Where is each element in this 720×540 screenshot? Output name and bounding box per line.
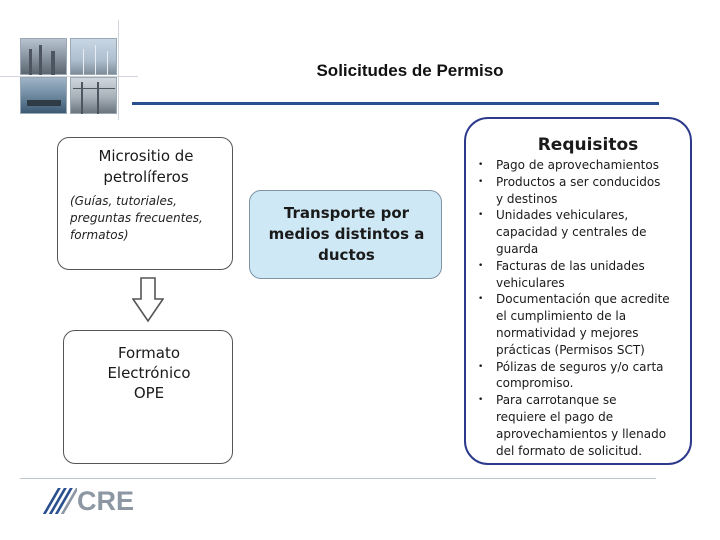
bullet-icon: •	[478, 361, 484, 372]
cre-logo	[43, 486, 143, 516]
micrositio-title	[58, 146, 234, 188]
transporte-box	[249, 190, 442, 279]
requisitos-box	[464, 117, 692, 465]
bullet-icon: •	[478, 176, 484, 187]
requisito-item	[476, 291, 688, 358]
formato-line3: OPE	[133, 384, 165, 402]
cre-logo-text: CRE	[77, 486, 135, 516]
slide-title: Solicitudes de Permiso	[316, 61, 504, 80]
requisito-item	[476, 207, 688, 257]
requisito-line: el cumplimiento de la	[496, 309, 627, 324]
photo-power-lines	[70, 77, 117, 114]
requisito-line: guarda	[496, 241, 539, 256]
requisito-line: Pólizas de seguros y/o carta	[496, 359, 664, 374]
requisito-line: Pago de aprovechamientos	[496, 158, 659, 172]
micrositio-box	[57, 137, 233, 270]
requisito-line: compromiso.	[496, 376, 574, 391]
photo-wind-turbines	[70, 38, 117, 75]
micrositio-title-line1: Micrositio de	[98, 147, 194, 165]
transporte-line2: medios distintos a	[268, 225, 425, 243]
requisitos-title: Requisitos	[537, 135, 639, 155]
micrositio-subtitle	[70, 193, 228, 244]
title-underline	[132, 102, 659, 105]
formato-line2: Electrónico	[107, 364, 191, 382]
requisito-line: Productos a ser conducidos	[496, 174, 661, 189]
photo-tanker-ship	[20, 77, 67, 114]
transporte-line3: ductos	[318, 246, 375, 264]
requisito-item	[476, 359, 688, 393]
footer-divider	[20, 478, 656, 479]
requisito-item	[476, 258, 688, 292]
requisito-line: y destinos	[496, 191, 558, 206]
bullet-icon: •	[478, 210, 484, 221]
requisito-item	[476, 157, 688, 174]
requisito-line: requiere el pago de	[496, 409, 614, 424]
bullet-icon: •	[478, 395, 484, 406]
down-arrow-icon	[132, 277, 164, 323]
requisito-line: prácticas (Permisos SCT)	[496, 342, 645, 357]
formato-label	[64, 343, 234, 403]
bullet-icon: •	[478, 160, 484, 170]
requisito-item	[476, 392, 688, 459]
requisito-line: normatividad y mejores	[496, 325, 639, 340]
micrositio-subtitle-line2: preguntas frecuentes,	[70, 211, 203, 225]
requisito-line: Facturas de las unidades	[496, 258, 645, 273]
requisito-line: Documentación que acredite	[496, 292, 670, 307]
requisito-line: aprovechamientos y llenado	[496, 426, 667, 441]
header-divider-vertical	[118, 20, 119, 120]
requisito-item	[476, 174, 688, 208]
micrositio-subtitle-line1: (Guías, tutoriales,	[70, 194, 177, 208]
photo-refinery	[20, 38, 67, 75]
bullet-icon: •	[478, 260, 484, 271]
micrositio-subtitle-line3: formatos)	[70, 228, 129, 242]
requisito-line: del formato de solicitud.	[496, 443, 643, 458]
formato-box	[63, 330, 233, 464]
formato-line1: Formato	[117, 344, 181, 362]
header-photo-mosaic	[20, 38, 118, 114]
cre-logo-mark-icon	[43, 486, 77, 516]
transporte-label	[250, 203, 443, 266]
transporte-line1: Transporte por	[283, 204, 410, 222]
requisitos-list	[476, 157, 688, 459]
micrositio-title-line2: petrolíferos	[103, 168, 189, 186]
bullet-icon: •	[478, 294, 484, 305]
requisito-line: Unidades vehiculares,	[496, 208, 629, 223]
requisito-line: capacidad y centrales de	[496, 225, 647, 240]
requisito-line: Para carrotanque se	[496, 393, 617, 408]
requisito-line: vehiculares	[496, 275, 565, 290]
